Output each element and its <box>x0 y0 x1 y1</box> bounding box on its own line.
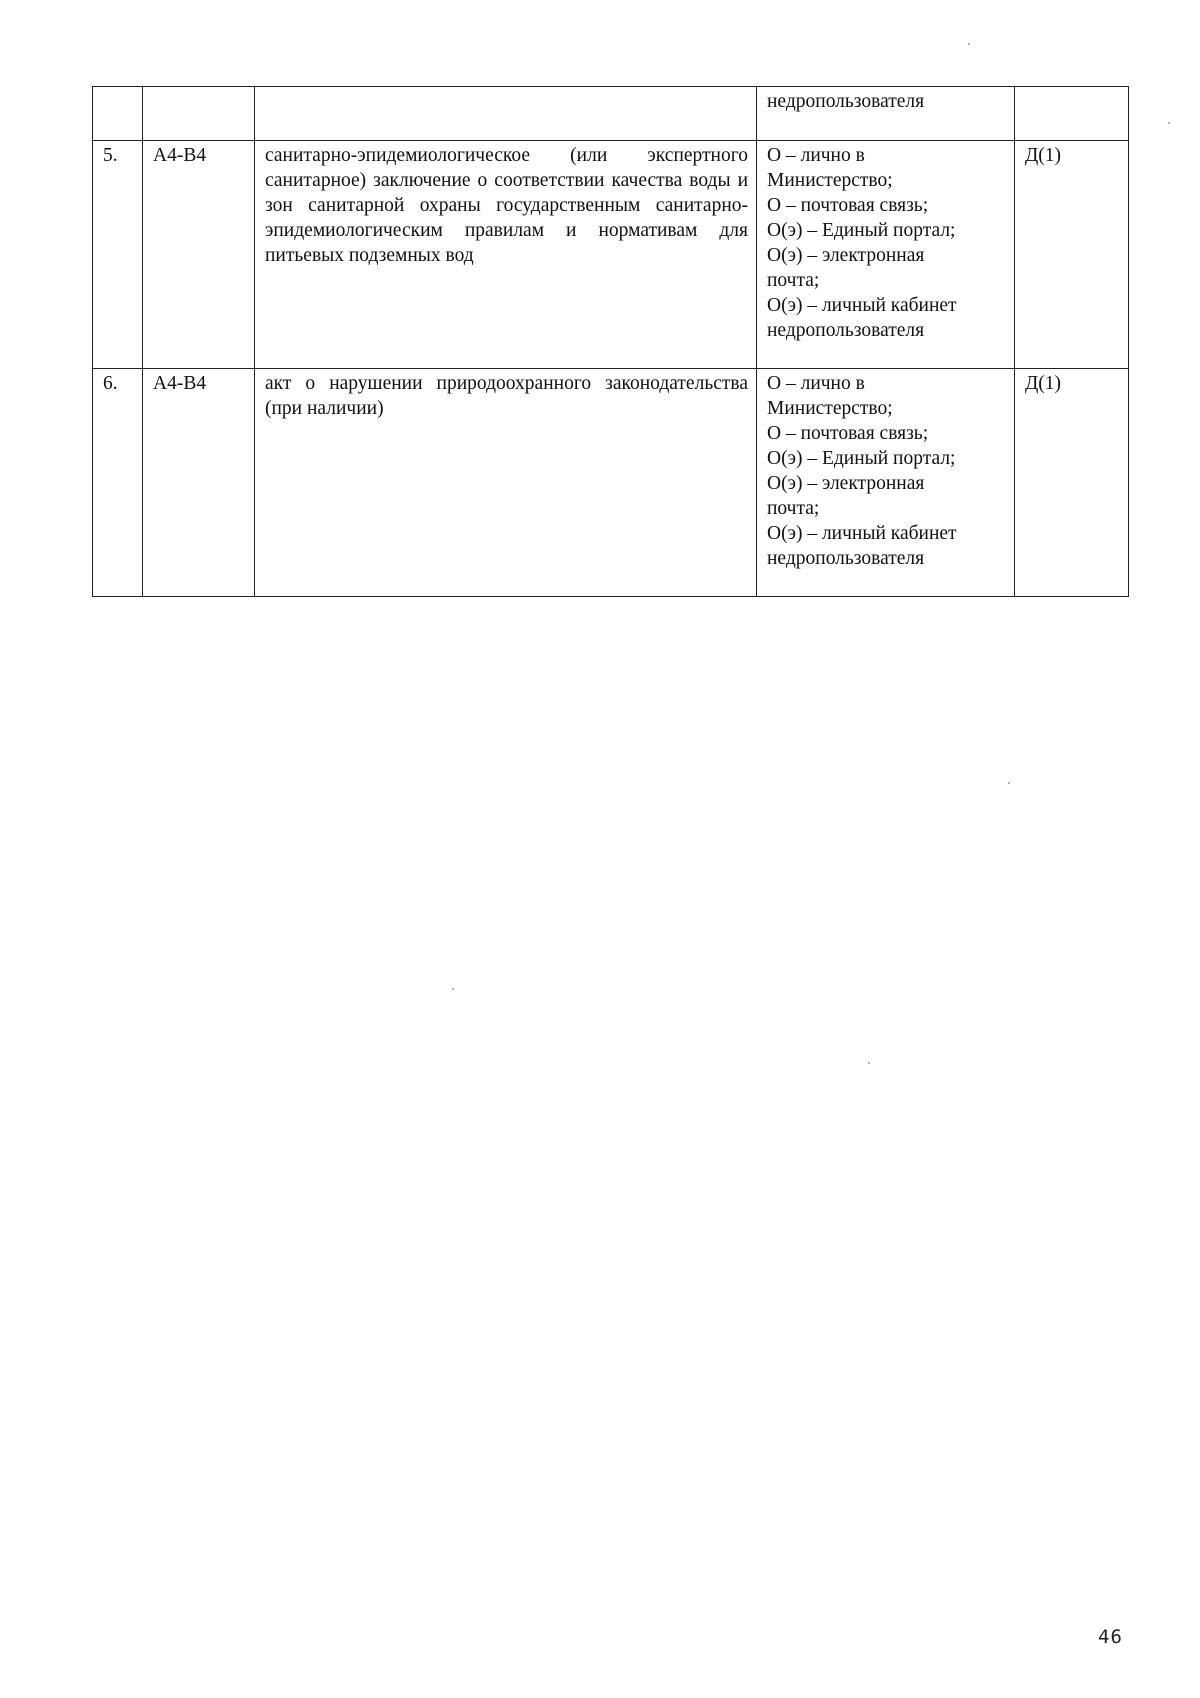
scan-speck <box>968 43 970 45</box>
row-submission-ways-cell <box>757 141 1015 369</box>
scan-speck <box>868 1062 870 1064</box>
submission-way-line: О(э) – электронная <box>767 473 925 494</box>
documents-table <box>92 86 1129 597</box>
row-code-cell <box>143 87 255 141</box>
row-type-cell <box>1015 87 1129 141</box>
row-submission-ways-cell <box>757 369 1015 597</box>
submission-way-line: О(э) – электронная <box>767 245 925 266</box>
row-type-cell: Д(1) <box>1015 141 1129 369</box>
submission-way-line: О – лично в <box>767 373 865 394</box>
scan-speck <box>1168 122 1170 124</box>
submission-way-line: О – почтовая связь; <box>767 195 929 216</box>
row-type-cell: Д(1) <box>1015 369 1129 597</box>
row-code-cell: А4-В4 <box>143 369 255 597</box>
submission-way-line: О – почтовая связь; <box>767 423 929 444</box>
row-description-cell: санитарно-эпидемиологическое (или экспертного санитарное) заключение о соответствии качества воды и зон санитарной охраны государственным санитарно-эпидемиологическим правилам и нормативам для питьевых подземных вод <box>255 141 757 369</box>
submission-way-line: недропользователя <box>767 548 925 569</box>
table-row <box>93 87 1129 141</box>
row-description-cell <box>255 87 757 141</box>
submission-way-line: почта; <box>767 270 820 291</box>
row-submission-ways-cell <box>757 87 1015 141</box>
submission-way-line: почта; <box>767 498 820 519</box>
row-number-cell: 5. <box>93 141 143 369</box>
submission-way-line: Министерство; <box>767 398 893 419</box>
submission-way-line: недропользователя <box>767 91 925 112</box>
row-description-cell: акт о нарушении природоохранного законодательства (при наличии) <box>255 369 757 597</box>
submission-way-line: недропользователя <box>767 320 925 341</box>
submission-way-line: О(э) – личный кабинет <box>767 523 957 544</box>
submission-way-line: О – лично в <box>767 145 865 166</box>
scan-speck <box>1008 782 1010 784</box>
row-number-cell: 6. <box>93 369 143 597</box>
submission-way-line: О(э) – Единый портал; <box>767 448 956 469</box>
row-code-cell: А4-В4 <box>143 141 255 369</box>
row-number-cell <box>93 87 143 141</box>
submission-way-line: О(э) – личный кабинет <box>767 295 957 316</box>
table-row <box>93 369 1129 597</box>
scan-speck <box>452 988 454 990</box>
table-row <box>93 141 1129 369</box>
submission-way-line: Министерство; <box>767 170 893 191</box>
submission-way-line: О(э) – Единый портал; <box>767 220 956 241</box>
page-number: 46 <box>1098 1626 1123 1648</box>
